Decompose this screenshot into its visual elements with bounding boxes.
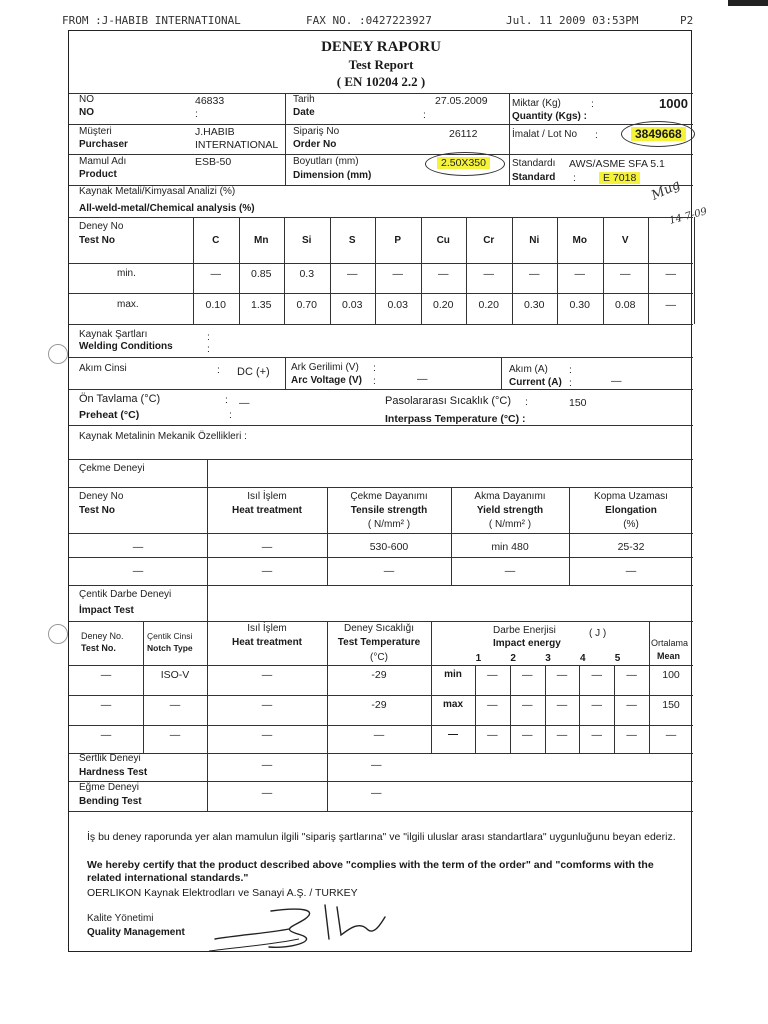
- quantity-label-tr: Miktar (Kg): [512, 98, 561, 109]
- impact-heat-label-tr: Isıl İşlem: [247, 623, 287, 634]
- quantity-colon: :: [591, 98, 594, 110]
- tensile-cell-strength: 530-600: [369, 541, 409, 553]
- report-title-en: Test Report: [348, 57, 414, 72]
- impact-cell-energy: —: [556, 729, 568, 741]
- impact-cell-notch: ISO-V: [160, 669, 190, 681]
- chem-cell: —: [620, 268, 631, 280]
- chem-cell: —: [210, 268, 221, 280]
- impact-cell-heat: —: [261, 699, 273, 711]
- scan-edge-mark: [728, 0, 768, 6]
- preheat-colon-1: :: [225, 394, 228, 406]
- tensile-strength-label-en: Tensile strength: [350, 505, 428, 516]
- impact-energy-col-header: 3: [545, 653, 551, 664]
- impact-energy-col-header: 5: [614, 653, 621, 664]
- chemical-title-en: All-weld-metal/Chemical analysis (%): [79, 203, 255, 214]
- current-type-value: DC (+): [237, 366, 270, 378]
- preheat-label-tr: Ön Tavlama (°C): [79, 393, 161, 405]
- chem-element-header: Si: [302, 235, 312, 246]
- impact-cell-test: —: [100, 669, 112, 681]
- bending-value-2: —: [371, 787, 382, 799]
- handwritten-initials: Mug: [649, 177, 683, 204]
- purchaser-label-tr: Müşteri: [79, 126, 112, 137]
- no-label-en: NO: [79, 107, 94, 118]
- tensile-cell-heat: —: [261, 565, 273, 577]
- dimension-value: 2.50X350: [437, 157, 490, 169]
- chem-test-label-tr: Deney No: [79, 221, 124, 232]
- current-colon-1: :: [569, 364, 572, 376]
- mean-label-tr: Ortalama: [651, 638, 689, 648]
- fax-page: P2: [680, 14, 694, 27]
- impact-energy-col-header: 4: [580, 653, 586, 664]
- elongation-unit: (%): [623, 519, 639, 530]
- standard-class: E 7018: [599, 172, 640, 184]
- tensile-cell-test: —: [132, 565, 144, 577]
- lot-handdrawn-circle: [621, 121, 695, 147]
- impact-energy-col-header: 2: [510, 653, 516, 664]
- welding-cond-colon-1: :: [207, 331, 210, 343]
- hardness-value-1: —: [261, 759, 273, 771]
- hardness-label-en: Hardness Test: [79, 767, 148, 778]
- standard-colon: :: [573, 172, 576, 184]
- impact-test-label-en: Test No.: [81, 643, 116, 653]
- chem-cell: —: [665, 268, 676, 280]
- arc-voltage-colon-2: :: [373, 375, 376, 387]
- tensile-cell-yield: min 480: [491, 541, 529, 553]
- interpass-label-en: Interpass Temperature (°C) :: [385, 413, 526, 425]
- no-value: 46833: [195, 95, 225, 107]
- purchaser-label-en: Purchaser: [79, 139, 128, 150]
- chem-cell: —: [347, 268, 358, 280]
- current-label-en: Current (A): [509, 377, 562, 388]
- dimension-label-tr: Boyutları (mm): [293, 156, 359, 167]
- bending-value-1: —: [261, 787, 273, 799]
- date-label-en: Date: [293, 107, 315, 118]
- bending-label-tr: Eğme Deneyi: [79, 782, 140, 793]
- tensile-cell-test: —: [132, 541, 144, 553]
- chem-cell: —: [438, 268, 449, 280]
- chem-test-label-en: Test No: [79, 235, 115, 246]
- hardness-label-tr: Sertlik Deneyi: [79, 753, 141, 764]
- yield-strength-unit: ( N/mm² ): [488, 519, 532, 530]
- product-label-en: Product: [79, 169, 117, 180]
- chem-cell: 0.30: [569, 299, 590, 311]
- quantity-value: 1000: [659, 96, 688, 111]
- impact-cell-heat: —: [261, 669, 273, 681]
- impact-cell-energy: —: [591, 729, 603, 741]
- dimension-label-en: Dimension (mm): [293, 170, 372, 181]
- preheat-colon-2: :: [229, 409, 232, 421]
- chem-row-divider: [69, 263, 693, 264]
- chem-cell: 1.35: [251, 299, 272, 311]
- current-value: —: [611, 375, 622, 387]
- impact-cell-energy: —: [626, 729, 637, 741]
- impact-cell-heat: —: [261, 729, 273, 741]
- tensile-section-title: Çekme Deneyi: [79, 463, 145, 474]
- notch-label-en: Notch Type: [147, 643, 193, 653]
- date-label-tr: Tarih: [293, 94, 315, 105]
- date-colon: :: [423, 109, 426, 121]
- chem-cell: —: [574, 268, 585, 280]
- certification-text-tr: İş bu deney raporunda yer alan mamulun ilgili "sipariş şartlarına" ve "ilgili uluslar arası standartlara" uygunluğunu beyan ederiz.: [87, 831, 676, 843]
- chem-cell: 0.10: [205, 299, 226, 311]
- company-name: OERLIKON Kaynak Elektrodları ve Sanayi A.Ş. / TURKEY: [87, 887, 358, 899]
- impact-section-tr: Çentik Darbe Deneyi: [79, 589, 172, 600]
- fax-datetime: Jul. 11 2009 03:53PM: [506, 14, 639, 27]
- chem-element-header: Cu: [436, 235, 450, 246]
- tensile-cell-elongation: —: [625, 565, 637, 577]
- no-colon: :: [195, 108, 198, 120]
- order-label-tr: Sipariş No: [293, 126, 340, 137]
- tensile-cell-yield: —: [504, 565, 516, 577]
- notch-label-tr: Çentik Cinsi: [147, 631, 193, 641]
- bending-label-en: Bending Test: [79, 796, 142, 807]
- dimension-handdrawn-circle: [425, 152, 505, 176]
- order-label-en: Order No: [293, 139, 337, 150]
- impact-energy-label-en: Impact energy: [493, 638, 561, 649]
- impact-cell-energy: —: [556, 699, 568, 711]
- chem-cell: 0.20: [478, 299, 499, 311]
- chem-element-header: S: [348, 235, 356, 246]
- chem-cell: 0.3: [299, 268, 315, 280]
- chem-row-divider: [69, 293, 693, 294]
- impact-cell-test: —: [100, 729, 112, 741]
- impact-cell-energy: —: [626, 669, 637, 681]
- impact-cell-energy: —: [521, 669, 533, 681]
- quality-label-tr: Kalite Yönetimi: [87, 913, 154, 924]
- standard-value: AWS/ASME SFA 5.1: [569, 158, 665, 170]
- impact-cell-test: —: [100, 699, 112, 711]
- signature-scribble: [209, 899, 409, 959]
- impact-cell-energy: —: [626, 699, 637, 711]
- purchaser-value-line1: J.HABIB: [195, 126, 235, 138]
- interpass-colon: :: [525, 396, 528, 408]
- arc-voltage-label-en: Arc Voltage (V): [291, 375, 362, 386]
- chemical-title-tr: Kaynak Metali/Kimyasal Analizi (%): [79, 186, 236, 197]
- order-value: 26112: [449, 128, 478, 140]
- current-label-tr: Akım (A): [509, 364, 548, 375]
- test-report-form: [68, 30, 709, 952]
- impact-energy-col-header: 1: [475, 653, 482, 664]
- tensile-row-divider: [69, 557, 693, 558]
- impact-row-divider: [69, 725, 693, 726]
- handwritten-date-note: 14-7-09: [668, 206, 709, 227]
- mechanical-title: Kaynak Metalinin Mekanik Özellikleri :: [79, 431, 247, 442]
- impact-row-divider: [69, 695, 693, 696]
- chem-element-header: Ni: [529, 235, 540, 246]
- product-label-tr: Mamul Adı: [79, 156, 127, 167]
- lot-colon: :: [595, 129, 598, 141]
- impact-cell-mean: —: [665, 729, 677, 741]
- quantity-label-en: Quantity (Kgs) :: [512, 111, 587, 122]
- impact-cell-notch: —: [169, 729, 181, 741]
- test-temp-label-tr: Deney Sıcaklığı: [343, 623, 415, 634]
- elongation-label-en: Elongation: [605, 505, 657, 516]
- impact-test-label-tr: Deney No.: [81, 631, 124, 641]
- chem-cell: 0.20: [433, 299, 454, 311]
- impact-energy-unit: ( J ): [589, 628, 607, 639]
- welding-cond-colon-2: :: [207, 343, 210, 355]
- report-standard: ( EN 10204 2.2 ): [336, 74, 426, 89]
- test-temp-unit: (°C): [370, 652, 388, 663]
- interpass-label-tr: Pasolararası Sıcaklık (°C): [385, 395, 512, 407]
- arc-voltage-colon-1: :: [373, 362, 376, 374]
- lot-value: 3849668: [631, 127, 686, 141]
- tensile-strength-label-tr: Çekme Dayanımı: [350, 491, 428, 502]
- purchaser-value-line2: INTERNATIONAL: [195, 139, 279, 151]
- impact-cell-energy: —: [487, 729, 498, 741]
- punch-hole-upper: [48, 344, 68, 364]
- no-label-tr: NO: [79, 94, 94, 105]
- impact-cell-temp: -29: [371, 669, 387, 681]
- yield-strength-label-tr: Akma Dayanımı: [474, 491, 546, 502]
- punch-hole-lower: [48, 624, 68, 644]
- impact-cell-notch: —: [169, 699, 181, 711]
- current-type-label: Akım Cinsi: [79, 363, 127, 374]
- preheat-label-en: Preheat (°C): [79, 409, 140, 421]
- impact-cell-temp: —: [373, 729, 385, 741]
- chem-element-header: Cr: [483, 235, 495, 246]
- welding-cond-tr: Kaynak Şartları: [79, 329, 148, 340]
- tensile-strength-unit: ( N/mm² ): [367, 519, 411, 530]
- preheat-value: —: [239, 397, 250, 409]
- certification-text-en: We hereby certify that the product described above "complies with the term of the order" and "comforms with the related international standards.": [87, 859, 654, 884]
- tensile-cell-heat: —: [261, 541, 273, 553]
- chem-cell: 0.30: [524, 299, 545, 311]
- yield-strength-label-en: Yield strength: [476, 505, 544, 516]
- chem-element-header: P: [394, 235, 402, 246]
- chem-element-header: Mo: [572, 235, 587, 246]
- hardness-value-2: —: [371, 759, 382, 771]
- impact-cell-energy: —: [591, 699, 603, 711]
- impact-cell-energy: —: [591, 669, 603, 681]
- chem-cell: 0.85: [251, 268, 272, 280]
- quality-label-en: Quality Management: [87, 927, 185, 938]
- chem-cell: —: [529, 268, 540, 280]
- impact-cell-limit: —: [448, 729, 458, 740]
- impact-cell-mean: 150: [662, 699, 680, 711]
- chem-cell: —: [665, 299, 676, 311]
- fax-from: FROM :J-HABIB INTERNATIONAL: [62, 14, 241, 27]
- impact-energy-label-tr: Darbe Enerjisi: [493, 625, 556, 636]
- impact-cell-energy: —: [556, 669, 568, 681]
- welding-cond-en: Welding Conditions: [79, 341, 173, 352]
- chem-row-label: max.: [117, 299, 139, 310]
- impact-cell-temp: -29: [371, 699, 387, 711]
- standard-label-en: Standard: [512, 172, 556, 183]
- test-temp-label-en: Test Temperature: [337, 637, 421, 648]
- tensile-test-label-tr: Deney No: [79, 491, 124, 502]
- mean-label-en: Mean: [657, 651, 681, 661]
- impact-cell-energy: —: [521, 729, 533, 741]
- lot-label: İmalat / Lot No: [512, 129, 578, 140]
- chem-col-divider: [694, 217, 695, 324]
- interpass-value: 150: [569, 397, 587, 409]
- chem-cell: —: [392, 268, 403, 280]
- elongation-label-tr: Kopma Uzaması: [594, 491, 668, 502]
- impact-cell-energy: —: [487, 669, 498, 681]
- chem-cell: 0.08: [615, 299, 636, 311]
- current-type-colon: :: [217, 364, 220, 376]
- arc-voltage-label-tr: Ark Gerilimi (V): [291, 362, 359, 373]
- product-value: ESB-50: [195, 156, 232, 168]
- chem-cell: 0.03: [387, 299, 408, 311]
- tensile-heat-label-en: Heat treatment: [231, 505, 303, 516]
- standard-label-tr: Standardı: [512, 158, 556, 169]
- impact-cell-mean: 100: [662, 669, 680, 681]
- tensile-heat-label-tr: Isıl İşlem: [247, 491, 287, 502]
- chem-cell: 0.70: [296, 299, 317, 311]
- date-value: 27.05.2009: [435, 95, 488, 107]
- current-colon-2: :: [569, 377, 572, 389]
- impact-cell-limit: min: [444, 669, 462, 680]
- chem-cell: —: [483, 268, 494, 280]
- chem-element-header: Mn: [254, 235, 269, 246]
- tensile-cell-strength: —: [383, 565, 395, 577]
- tensile-cell-elongation: 25-32: [617, 541, 645, 553]
- chem-element-header: V: [621, 235, 629, 246]
- tensile-test-label-en: Test No: [79, 505, 115, 516]
- arc-voltage-value: —: [417, 373, 428, 385]
- chem-element-header: C: [212, 235, 220, 246]
- fax-header: [62, 12, 698, 30]
- impact-cell-limit: max: [442, 699, 463, 710]
- impact-cell-energy: —: [521, 699, 533, 711]
- report-title-tr: DENEY RAPORU: [321, 39, 441, 55]
- chem-row-label: min.: [117, 268, 136, 279]
- impact-cell-energy: —: [487, 699, 498, 711]
- fax-number: FAX NO. :0427223927: [306, 14, 432, 27]
- impact-section-en: İmpact Test: [79, 605, 134, 616]
- chem-cell: 0.03: [342, 299, 363, 311]
- impact-heat-label-en: Heat treatment: [231, 637, 303, 648]
